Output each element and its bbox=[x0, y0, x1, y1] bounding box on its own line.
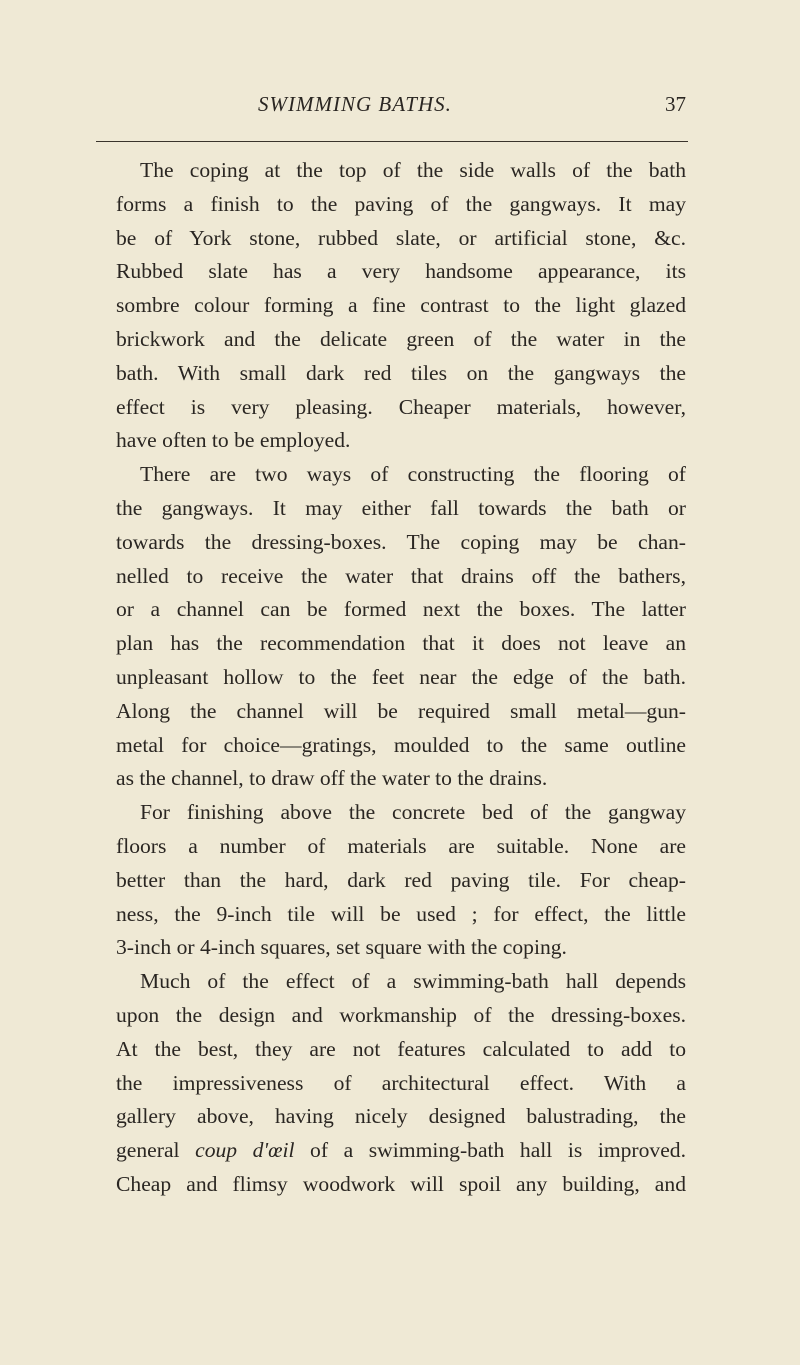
header-rule bbox=[96, 141, 688, 142]
text-span: of a swimming-bath hall is improved. bbox=[294, 1138, 686, 1163]
text-span: general bbox=[116, 1138, 196, 1163]
running-title: SWIMMING BATHS. bbox=[258, 92, 452, 116]
page-header bbox=[96, 92, 686, 132]
text-line: At the best, they are not features calculated to add to bbox=[116, 1036, 686, 1061]
text-line-italic-phrase bbox=[116, 1134, 686, 1168]
text-line: forms a finish to the paving of the gangways. It may bbox=[116, 191, 686, 216]
text-line: plan has the recommendation that it does not leave an bbox=[116, 631, 686, 656]
text-line: Much of the effect of a swimming-bath hall depends bbox=[140, 969, 686, 994]
text-line: upon the design and workmanship of the dressing-boxes. bbox=[116, 1002, 686, 1027]
text-line: the gangways. It may either fall towards the bath or bbox=[116, 495, 686, 520]
text-line: effect is very pleasing. Cheaper materials, however, bbox=[116, 394, 686, 419]
text-line: the impressiveness of architectural effect. With a bbox=[116, 1070, 686, 1095]
body-text bbox=[116, 154, 686, 1202]
text-line: unpleasant hollow to the feet near the edge of the bath. bbox=[116, 664, 686, 689]
text-line: Rubbed slate has a very handsome appearance, its bbox=[116, 259, 686, 284]
text-line: have often to be employed. bbox=[116, 428, 351, 453]
italic-phrase: coup d'œil bbox=[195, 1138, 295, 1163]
text-line: Cheap and flimsy woodwork will spoil any building, and bbox=[116, 1171, 686, 1196]
text-line: be of York stone, rubbed slate, or artificial stone, &c. bbox=[116, 225, 686, 250]
text-line: 3-inch or 4-inch squares, set square with the coping. bbox=[116, 935, 567, 960]
text-line: as the channel, to draw off the water to the drains. bbox=[116, 766, 548, 791]
text-line: bath. With small dark red tiles on the gangways the bbox=[116, 360, 686, 385]
text-line: better than the hard, dark red paving tile. For cheap- bbox=[116, 867, 686, 892]
text-line: nelled to receive the water that drains off the bathers, bbox=[116, 563, 686, 588]
text-line: sombre colour forming a fine contrast to the light glazed bbox=[116, 293, 686, 318]
text-line: or a channel can be formed next the boxes. The latter bbox=[116, 597, 686, 622]
text-line: floors a number of materials are suitable. None are bbox=[116, 833, 686, 858]
text-line: gallery above, having nicely designed balustrading, the bbox=[116, 1104, 686, 1129]
text-line: Along the channel will be required small metal—gun- bbox=[116, 698, 686, 723]
text-line: brickwork and the delicate green of the water in the bbox=[116, 326, 686, 351]
text-line: For finishing above the concrete bed of the gangway bbox=[140, 800, 686, 825]
text-line: metal for choice—gratings, moulded to the same outline bbox=[116, 732, 686, 757]
text-line: The coping at the top of the side walls of the bath bbox=[140, 158, 686, 182]
text-line: towards the dressing-boxes. The coping may be chan- bbox=[116, 529, 686, 554]
text-line: ness, the 9-inch tile will be used ; for effect, the little bbox=[116, 901, 686, 926]
page-number: 37 bbox=[665, 92, 686, 116]
text-line: There are two ways of constructing the flooring of bbox=[140, 462, 686, 487]
